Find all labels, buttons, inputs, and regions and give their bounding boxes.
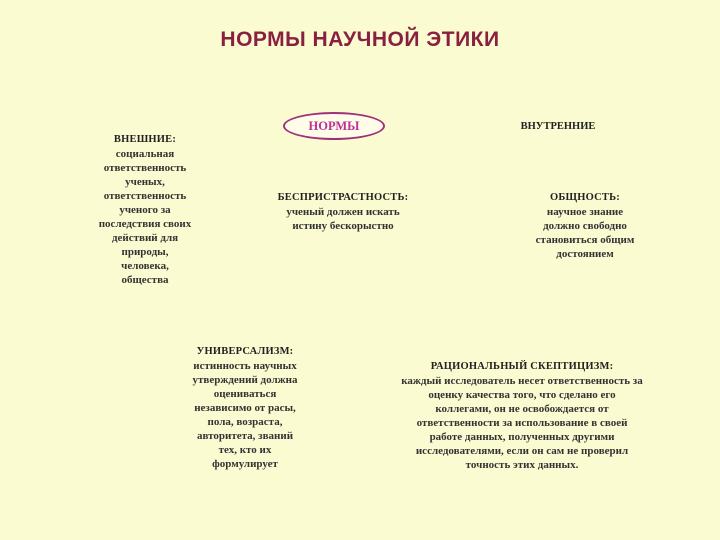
- page-title: НОРМЫ НАУЧНОЙ ЭТИКИ: [220, 28, 500, 51]
- text-line: становиться общим: [535, 234, 635, 246]
- internal-norms-label: ВНУТРЕННИЕ: [520, 121, 596, 132]
- text-line: ответственность: [103, 190, 187, 202]
- text-line: оценку качества того, что сделано его: [428, 389, 616, 401]
- disinterestedness-text: [258, 205, 428, 233]
- center-norms-label: НОРМЫ: [308, 118, 360, 133]
- text-line: каждый исследователь несет ответственность за: [401, 375, 643, 387]
- rational-skepticism-block: [362, 360, 682, 472]
- external-text: [70, 147, 220, 287]
- text-line: ответственность: [103, 162, 187, 174]
- text-line: ученый должен искать: [286, 206, 400, 218]
- text-line: тех, кто их: [218, 444, 272, 456]
- text-line: коллегами, он не освобождается от: [435, 403, 609, 415]
- communality-text: [515, 205, 655, 261]
- text-line: точность этих данных.: [465, 459, 579, 471]
- disinterestedness-heading: БЕСПРИСТРАСТНОСТЬ:: [277, 192, 409, 203]
- universalism-heading: УНИВЕРСАЛИЗМ:: [196, 346, 294, 357]
- universalism-text: [170, 359, 320, 471]
- text-line: истинность научных: [193, 360, 297, 372]
- text-line: авторитета, званий: [196, 430, 294, 442]
- text-line: утверждений должна: [192, 374, 298, 386]
- text-line: человека,: [121, 260, 169, 272]
- text-line: ученого за: [119, 204, 171, 216]
- text-line: оцениваться: [213, 388, 277, 400]
- text-line: научное знание: [546, 206, 624, 218]
- skepticism-text: [362, 374, 682, 472]
- text-line: достоянием: [556, 248, 614, 260]
- text-line: формулирует: [212, 458, 278, 470]
- skepticism-heading: РАЦИОНАЛЬНЫЙ СКЕПТИЦИЗМ:: [430, 361, 614, 372]
- external-heading: ВНЕШНИЕ:: [113, 134, 177, 145]
- text-line: действий для: [111, 232, 179, 244]
- communality-heading: ОБЩНОСТЬ:: [550, 192, 620, 203]
- communality-block: [515, 191, 655, 261]
- text-line: истину бескорыстно: [292, 220, 394, 232]
- text-line: социальная: [115, 148, 175, 160]
- text-line: последствия своих: [98, 218, 192, 230]
- universalism-block: [170, 345, 320, 471]
- disinterestedness-block: [258, 191, 428, 233]
- center-norms-oval: [283, 112, 385, 140]
- text-line: ученых,: [125, 176, 165, 188]
- text-line: природы,: [121, 246, 169, 258]
- external-norms-block: [70, 133, 220, 287]
- text-line: пола, возраста,: [207, 416, 283, 428]
- text-line: ответственности за использование в своей: [416, 417, 628, 429]
- text-line: должно свободно: [543, 220, 627, 232]
- text-line: работе данных, полученных другими: [429, 431, 615, 443]
- text-line: независимо от расы,: [194, 402, 296, 414]
- text-line: исследователями, если он сам не проверил: [415, 445, 629, 457]
- text-line: общества: [121, 274, 169, 286]
